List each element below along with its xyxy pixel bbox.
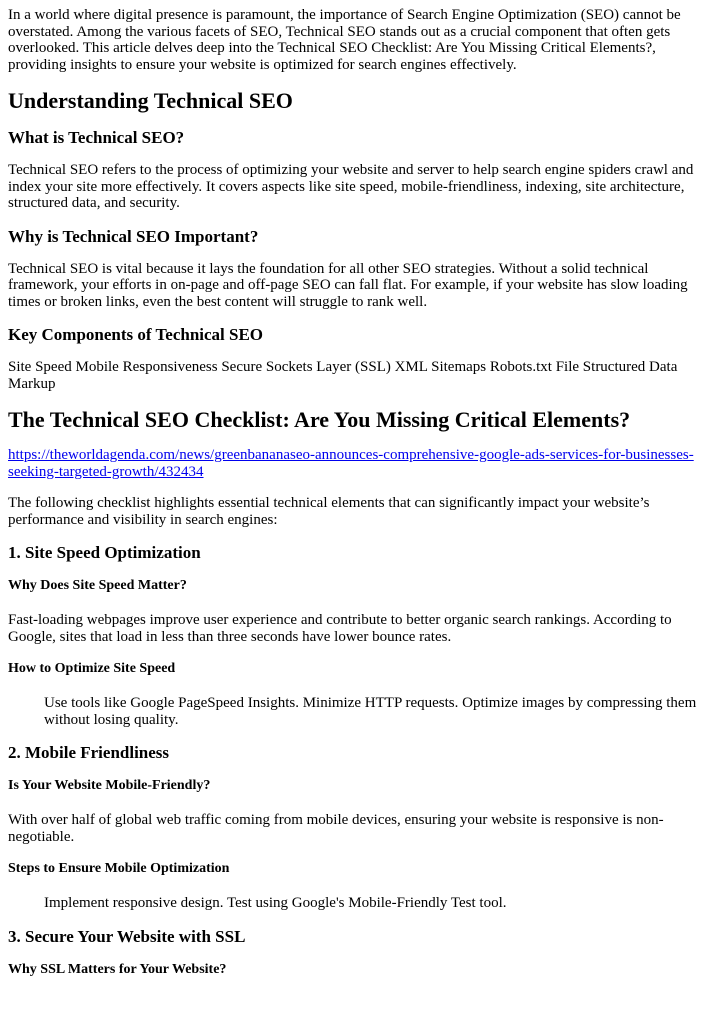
site-speed-why-paragraph: Fast-loading webpages improve user experience and contribute to better organic search rankings. According to Google, sites that load in less than three seconds have lower bounce rates. (8, 612, 672, 645)
mobile-check-paragraph: With over half of global web traffic coming from mobile devices, ensuring your website is responsive is non-negotiable. (8, 812, 664, 845)
mobile-steps-quote: Implement responsive design. Test using Google's Mobile-Friendly Test tool. (44, 895, 507, 911)
checklist-heading: The Technical SEO Checklist: Are You Missing Critical Elements? (8, 407, 631, 432)
source-link[interactable]: https://theworldagenda.com/news/greenbananaseo-announces-comprehensive-google-ads-services-for-businesses-seeking-targeted-growth/432434 (8, 447, 694, 480)
why-heading: Why is Technical SEO Important? (8, 226, 259, 246)
why-paragraph: Technical SEO is vital because it lays the foundation for all other SEO strategies. Without a solid technical framework, your efforts in on-page and off-page SEO can fall flat. For example, if your website has slow loading times or broken links, even the best content will struggle to rank well. (8, 260, 688, 310)
ssl-why-heading: Why SSL Matters for Your Website? (8, 961, 227, 977)
checklist-intro-paragraph: The following checklist highlights essential technical elements that can significantly impact your website’s performance and visibility in search engines: (8, 495, 650, 528)
source-link-paragraph (8, 447, 712, 480)
what-paragraph: Technical SEO refers to the process of optimizing your website and server to help search engine spiders crawl and index your site more effectively. It covers aspects like site speed, mobile-friendliness, indexing, site architecture, structured data, and security. (8, 162, 694, 211)
key-components-heading: Key Components of Technical SEO (8, 325, 264, 344)
intro-paragraph: In a world where digital presence is paramount, the importance of Search Engine Optimization (SEO) cannot be overstated. Among the various facets of SEO, Technical SEO stands out as a crucial component that often gets overlooked. This article delves deep into the Technical SEO Checklist: Are You Missing Critical Elements?, providing insights to ensure your website is optimized for search engines effectively. (8, 7, 681, 73)
mobile-heading: 2. Mobile Friendliness (8, 743, 170, 762)
key-components-paragraph: Site Speed Mobile Responsiveness Secure Sockets Layer (SSL) XML Sitemaps Robots.txt File Structured Data Markup (8, 359, 678, 392)
site-speed-how-heading: How to Optimize Site Speed (8, 661, 176, 676)
mobile-steps-heading: Steps to Ensure Mobile Optimization (8, 861, 230, 876)
what-heading: What is Technical SEO? (8, 128, 185, 147)
ssl-heading: 3. Secure Your Website with SSL (8, 926, 246, 946)
article (0, 7, 720, 978)
site-speed-heading: 1. Site Speed Optimization (8, 543, 201, 562)
site-speed-how-quote: Use tools like Google PageSpeed Insights. Minimize HTTP requests. Optimize images by compressing them without losing quality. (44, 695, 697, 728)
understanding-heading: Understanding Technical SEO (8, 88, 293, 113)
mobile-check-heading: Is Your Website Mobile-Friendly? (8, 778, 211, 793)
site-speed-why-heading: Why Does Site Speed Matter? (8, 578, 187, 593)
